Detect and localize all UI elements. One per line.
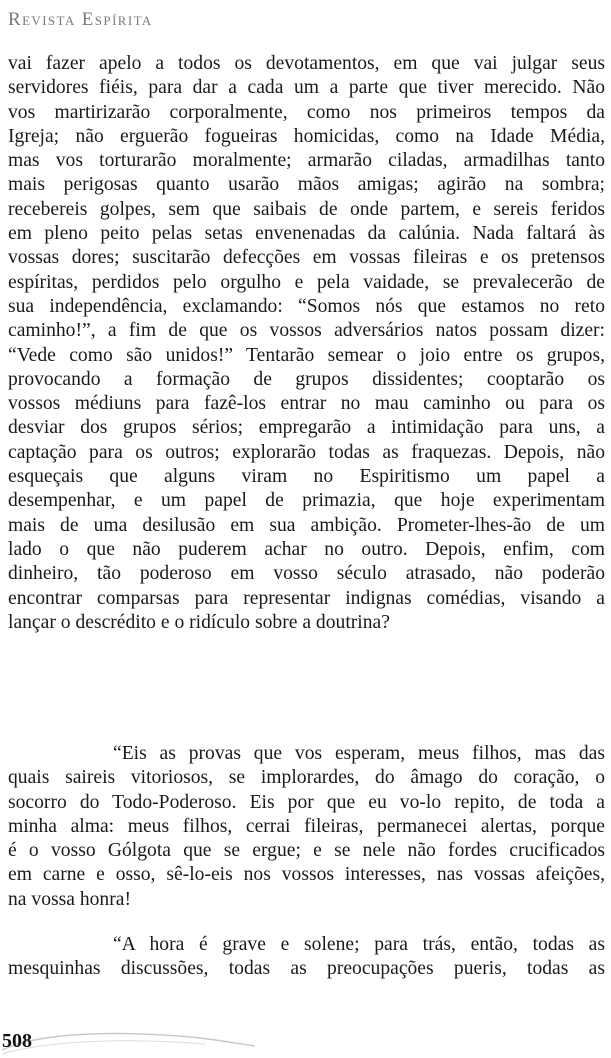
text-line: desempenhar, e um papel de primazia, que hoje experimentam — [8, 490, 605, 512]
body-paragraph — [8, 52, 605, 635]
text-line: mais perigosas quanto usarão mãos amigas; agirão na sombra; — [8, 174, 605, 196]
text-line: encontrar comparsas para representar indignas comédias, visando a — [8, 587, 605, 609]
text-line: mesquinhas discussões, todas as preocupações pueris, todas as — [8, 958, 605, 980]
text-line: em pleno peito pelas setas envenenadas da calúnia. Nada faltará às — [8, 223, 605, 245]
text-line: servidores fiéis, para dar a cada um a parte que tiver merecido. Não — [8, 77, 605, 99]
text-line: “Eis as provas que vos esperam, meus filhos, mas das — [113, 743, 605, 764]
text-line: desviar dos grupos sérios; empregarão a intimidação para uns, a — [8, 417, 605, 439]
text-line: “A hora é grave e solene; para trás, então, todas as — [113, 934, 605, 955]
text-line: em carne e osso, sê-lo-eis nos vossos interesses, nas vossas afeições, — [8, 864, 605, 886]
body-paragraph — [8, 742, 605, 912]
text-line: provocando a formação de grupos dissidentes; cooptarão os — [8, 368, 605, 390]
body-paragraph — [8, 933, 605, 982]
text-line: esqueçais que alguns viram no Espiritismo um papel a — [8, 466, 605, 488]
text-line: minha alma: meus filhos, cerrai fileiras, permanecei alertas, porque — [8, 815, 605, 837]
text-line: “Vede como são unidos!” Tentarão semear o joio entre os grupos, — [8, 344, 605, 366]
text-line: vossas dores; suscitarão defecções em vossas fileiras e os pretensos — [8, 247, 605, 269]
text-line: quais saireis vitoriosos, se implorardes, do âmago do coração, o — [8, 767, 605, 789]
running-header: Revista Espírita — [8, 9, 153, 30]
text-line: mais de uma desilusão em sua ambição. Prometer-lhes-ão de um — [8, 514, 605, 536]
text-line: vai fazer apelo a todos os devotamentos, em que vai julgar seus — [8, 53, 605, 74]
text-line: é o vosso Gólgota que se ergue; e se nele não fordes crucificados — [8, 840, 605, 862]
text-line: sua independência, exclamando: “Somos nós que estamos no reto — [8, 295, 605, 317]
text-line: recebereis golpes, sem que saibais de onde partem, e sereis feridos — [8, 198, 605, 220]
text-line: na vossa honra! — [8, 888, 131, 910]
text-line: lado o que não puderem achar no outro. Depois, enfim, com — [8, 538, 605, 560]
text-line: socorro do Todo-Poderoso. Eis por que eu vo-lo repito, de toda a — [8, 791, 605, 813]
text-line: Igreja; não erguerão fogueiras homicidas, como na Idade Média, — [8, 125, 605, 147]
text-line: dinheiro, tão poderoso em vosso século atrasado, não poderão — [8, 563, 605, 585]
text-line: mas vos torturarão moralmente; armarão ciladas, armadilhas tanto — [8, 150, 605, 172]
text-line: captação para os outros; explorarão todas as fraquezas. Depois, não — [8, 441, 605, 463]
text-line: vossos médiuns para fazê-los entrar no mau caminho ou para os — [8, 393, 605, 415]
text-line: lançar o descrédito e o ridículo sobre a doutrina? — [8, 611, 390, 633]
text-line: espíritas, perdidos pelo orgulho e pela vaidade, se prevalecerão de — [8, 271, 605, 293]
text-line: caminho!”, a fim de que os vossos adversários natos possam dizer: — [8, 320, 605, 342]
page-number: 508 — [2, 1030, 32, 1052]
footer-swash-ornament — [0, 1026, 260, 1058]
text-line: vos martirizarão corporalmente, como nos primeiros tempos da — [8, 101, 605, 123]
